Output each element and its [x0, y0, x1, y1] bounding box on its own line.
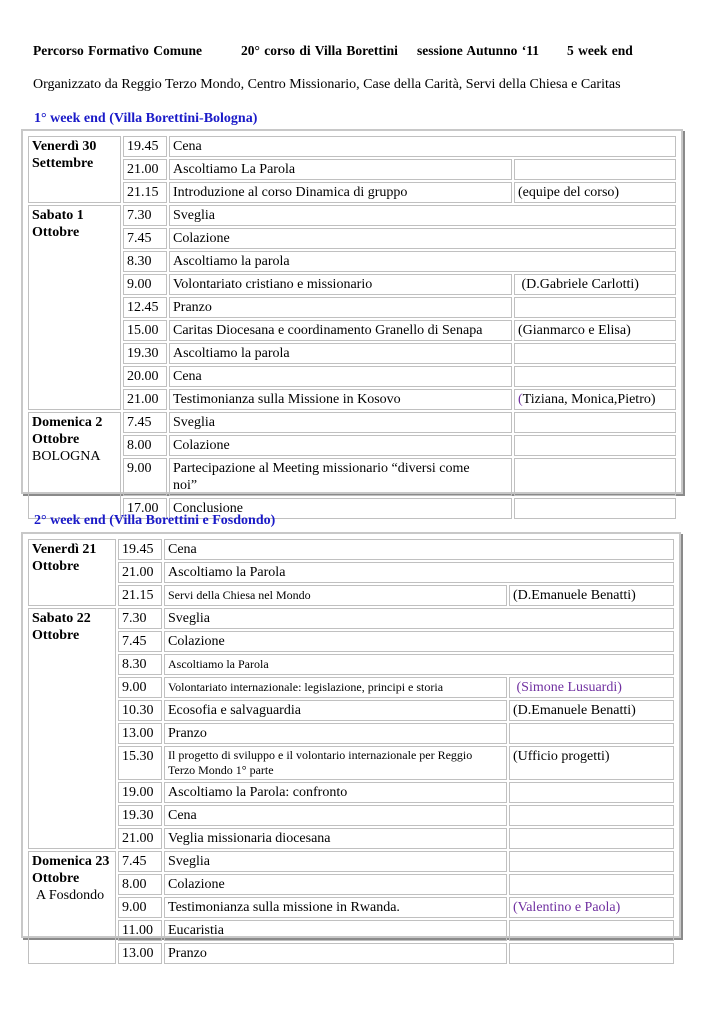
time-cell: 7.30	[118, 608, 162, 629]
time-cell: 15.00	[123, 320, 167, 341]
week1-schedule-table	[26, 134, 678, 521]
table-row	[28, 700, 674, 721]
activity-cell: Ascoltiamo la parola	[169, 343, 512, 364]
table-row	[28, 654, 674, 675]
activity-cell: Ascoltiamo la parola	[169, 251, 676, 272]
week1-title: 1° week end (Villa Borettini-Bologna)	[34, 111, 258, 126]
time-cell: 7.30	[123, 205, 167, 226]
time-cell: 21.00	[118, 562, 162, 583]
time-cell: 9.00	[118, 897, 162, 918]
speaker-cell	[509, 851, 674, 872]
header-session: sessione Autunno ‘11	[417, 43, 540, 58]
speaker-cell: (Simone Lusuardi)	[509, 677, 674, 698]
time-cell: 7.45	[118, 631, 162, 652]
activity-cell: Cena	[164, 805, 507, 826]
day-cell	[28, 608, 116, 849]
activity-cell: Conclusione	[169, 498, 512, 519]
activity-cell: Cena	[169, 136, 676, 157]
speaker-cell	[514, 159, 676, 180]
time-cell: 19.30	[123, 343, 167, 364]
speaker-names: Tiziana, Monica,Pietro)	[522, 392, 656, 407]
table-row	[28, 274, 676, 295]
table-row	[28, 608, 674, 629]
table-row	[28, 205, 676, 226]
speaker-cell	[514, 343, 676, 364]
activity-cell: Testimonianza sulla Missione in Kosovo	[169, 389, 512, 410]
activity-cell: Sveglia	[164, 851, 507, 872]
time-cell: 8.00	[123, 435, 167, 456]
time-cell: 9.00	[123, 458, 167, 496]
activity-cell: Cena	[169, 366, 512, 387]
table-row	[28, 805, 674, 826]
day-cell	[28, 136, 121, 203]
activity-cell: Ecosofia e salvaguardia	[164, 700, 507, 721]
activity-cell: Ascoltiamo la Parola: confronto	[164, 782, 507, 803]
day-month: Ottobre	[32, 432, 80, 447]
speaker-cell: (Valentino e Paola)	[509, 897, 674, 918]
time-cell: 21.15	[123, 182, 167, 203]
activity-cell: Volontariato internazionale: legislazione, principi e storia	[164, 677, 507, 698]
speaker-cell	[514, 458, 676, 496]
speaker-cell	[514, 435, 676, 456]
table-row	[28, 585, 674, 606]
activity-cell: Introduzione al corso Dinamica di gruppo	[169, 182, 512, 203]
table-row	[28, 366, 676, 387]
time-cell: 21.15	[118, 585, 162, 606]
day-name: Sabato 1	[32, 208, 84, 223]
table-row	[28, 389, 676, 410]
day-cell	[28, 412, 121, 519]
table-row	[28, 159, 676, 180]
time-cell: 19.45	[123, 136, 167, 157]
activity-cell: Testimonianza sulla missione in Rwanda.	[164, 897, 507, 918]
time-cell: 7.45	[123, 228, 167, 249]
table-row	[28, 723, 674, 744]
time-cell: 10.30	[118, 700, 162, 721]
week2-schedule-frame	[21, 532, 681, 961]
table-row	[28, 320, 676, 341]
time-cell: 9.00	[123, 274, 167, 295]
time-cell: 8.30	[118, 654, 162, 675]
time-cell: 7.45	[123, 412, 167, 433]
activity-cell: Colazione	[164, 874, 507, 895]
time-cell: 21.00	[123, 389, 167, 410]
speaker-open-paren: (	[518, 392, 523, 407]
table-row	[28, 458, 676, 496]
table-row	[28, 851, 674, 872]
table-row	[28, 136, 676, 157]
activity-cell: Colazione	[169, 228, 676, 249]
speaker-cell	[509, 943, 674, 964]
day-cell	[28, 851, 116, 964]
table-row	[28, 782, 674, 803]
day-month: Ottobre	[32, 628, 80, 643]
table-row	[28, 343, 676, 364]
activity-cell: Cena	[164, 539, 674, 560]
header-duration: 5 week end	[567, 43, 633, 58]
activity-cell: Sveglia	[164, 608, 674, 629]
activity-cell: Il progetto di sviluppo e il volontario internazionale per Reggio Terzo Mondo 1° parte	[164, 746, 507, 780]
speaker-cell	[514, 389, 676, 410]
table-row	[28, 897, 674, 918]
table-row	[28, 297, 676, 318]
day-name: Venerdì 21	[32, 542, 97, 557]
speaker-cell	[509, 874, 674, 895]
table-row	[28, 828, 674, 849]
time-cell: 19.45	[118, 539, 162, 560]
day-cell	[28, 539, 116, 606]
activity-cell: Ascoltiamo la Parola	[164, 654, 674, 675]
time-cell: 11.00	[118, 920, 162, 941]
activity-cell: Servi della Chiesa nel Mondo	[164, 585, 507, 606]
speaker-cell	[514, 412, 676, 433]
table-row	[28, 435, 676, 456]
speaker-cell: (Gianmarco e Elisa)	[514, 320, 676, 341]
activity-cell: Ascoltiamo La Parola	[169, 159, 512, 180]
table-row	[28, 920, 674, 941]
day-month: Ottobre	[32, 225, 80, 240]
time-cell: 15.30	[118, 746, 162, 780]
day-name: Domenica 2	[32, 415, 103, 430]
activity-cell: Volontariato cristiano e missionario	[169, 274, 512, 295]
table-row	[28, 412, 676, 433]
time-cell: 8.00	[118, 874, 162, 895]
speaker-cell: (D.Gabriele Carlotti)	[514, 274, 676, 295]
time-cell: 17.00	[123, 498, 167, 519]
table-row	[28, 228, 676, 249]
table-row	[28, 182, 676, 203]
day-month: Ottobre	[32, 871, 80, 886]
table-row	[28, 631, 674, 652]
document-header	[33, 43, 633, 59]
activity-cell: Veglia missionaria diocesana	[164, 828, 507, 849]
day-name: Venerdì 30	[32, 139, 97, 154]
speaker-cell	[509, 920, 674, 941]
activity-cell: Sveglia	[169, 412, 512, 433]
speaker-cell	[514, 498, 676, 519]
table-row	[28, 874, 674, 895]
activity-cell: Ascoltiamo la Parola	[164, 562, 674, 583]
day-cell	[28, 205, 121, 410]
table-row	[28, 746, 674, 780]
time-cell: 21.00	[118, 828, 162, 849]
day-name: Sabato 22	[32, 611, 91, 626]
activity-cell: Partecipazione al Meeting missionario “diversi come noi”	[169, 458, 512, 496]
time-cell: 19.30	[118, 805, 162, 826]
time-cell: 12.45	[123, 297, 167, 318]
time-cell: 20.00	[123, 366, 167, 387]
activity-cell: Caritas Diocesana e coordinamento Granello di Senapa	[169, 320, 512, 341]
time-cell: 9.00	[118, 677, 162, 698]
activity-cell: Eucaristia	[164, 920, 507, 941]
speaker-cell: (Ufficio progetti)	[509, 746, 674, 780]
time-cell: 13.00	[118, 943, 162, 964]
speaker-cell	[514, 366, 676, 387]
time-cell: 21.00	[123, 159, 167, 180]
time-cell: 7.45	[118, 851, 162, 872]
speaker-cell: (equipe del corso)	[514, 182, 676, 203]
speaker-cell	[509, 723, 674, 744]
table-row	[28, 539, 674, 560]
activity-cell: Colazione	[169, 435, 512, 456]
time-cell: 13.00	[118, 723, 162, 744]
week1-schedule-frame	[21, 129, 683, 516]
speaker-cell: (D.Emanuele Benatti)	[509, 585, 674, 606]
activity-cell: Pranzo	[169, 297, 512, 318]
table-row	[28, 562, 674, 583]
activity-cell: Pranzo	[164, 943, 507, 964]
speaker-cell	[509, 805, 674, 826]
speaker-cell	[509, 828, 674, 849]
day-name: Domenica 23	[32, 854, 110, 869]
speaker-cell	[509, 782, 674, 803]
table-row	[28, 943, 674, 964]
table-row	[28, 251, 676, 272]
speaker-cell: (D.Emanuele Benatti)	[509, 700, 674, 721]
activity-cell: Colazione	[164, 631, 674, 652]
week2-schedule-table	[26, 537, 676, 966]
day-month: Settembre	[32, 156, 94, 171]
header-course-type: Percorso Formativo Comune	[33, 43, 202, 58]
organizers-line: Organizzato da Reggio Terzo Mondo, Centro Missionario, Case della Carità, Servi della Chiesa e Caritas	[33, 77, 621, 92]
activity-cell: Pranzo	[164, 723, 507, 744]
time-cell: 19.00	[118, 782, 162, 803]
day-month: Ottobre	[32, 559, 80, 574]
day-location: BOLOGNA	[32, 449, 101, 464]
activity-cell: Sveglia	[169, 205, 676, 226]
time-cell: 8.30	[123, 251, 167, 272]
header-course-number: 20° corso di Villa Borettini	[241, 43, 398, 58]
speaker-cell	[514, 297, 676, 318]
table-row	[28, 677, 674, 698]
day-location: A Fosdondo	[36, 888, 105, 903]
week2-title: 2° week end (Villa Borettini e Fosdondo)	[34, 513, 276, 528]
